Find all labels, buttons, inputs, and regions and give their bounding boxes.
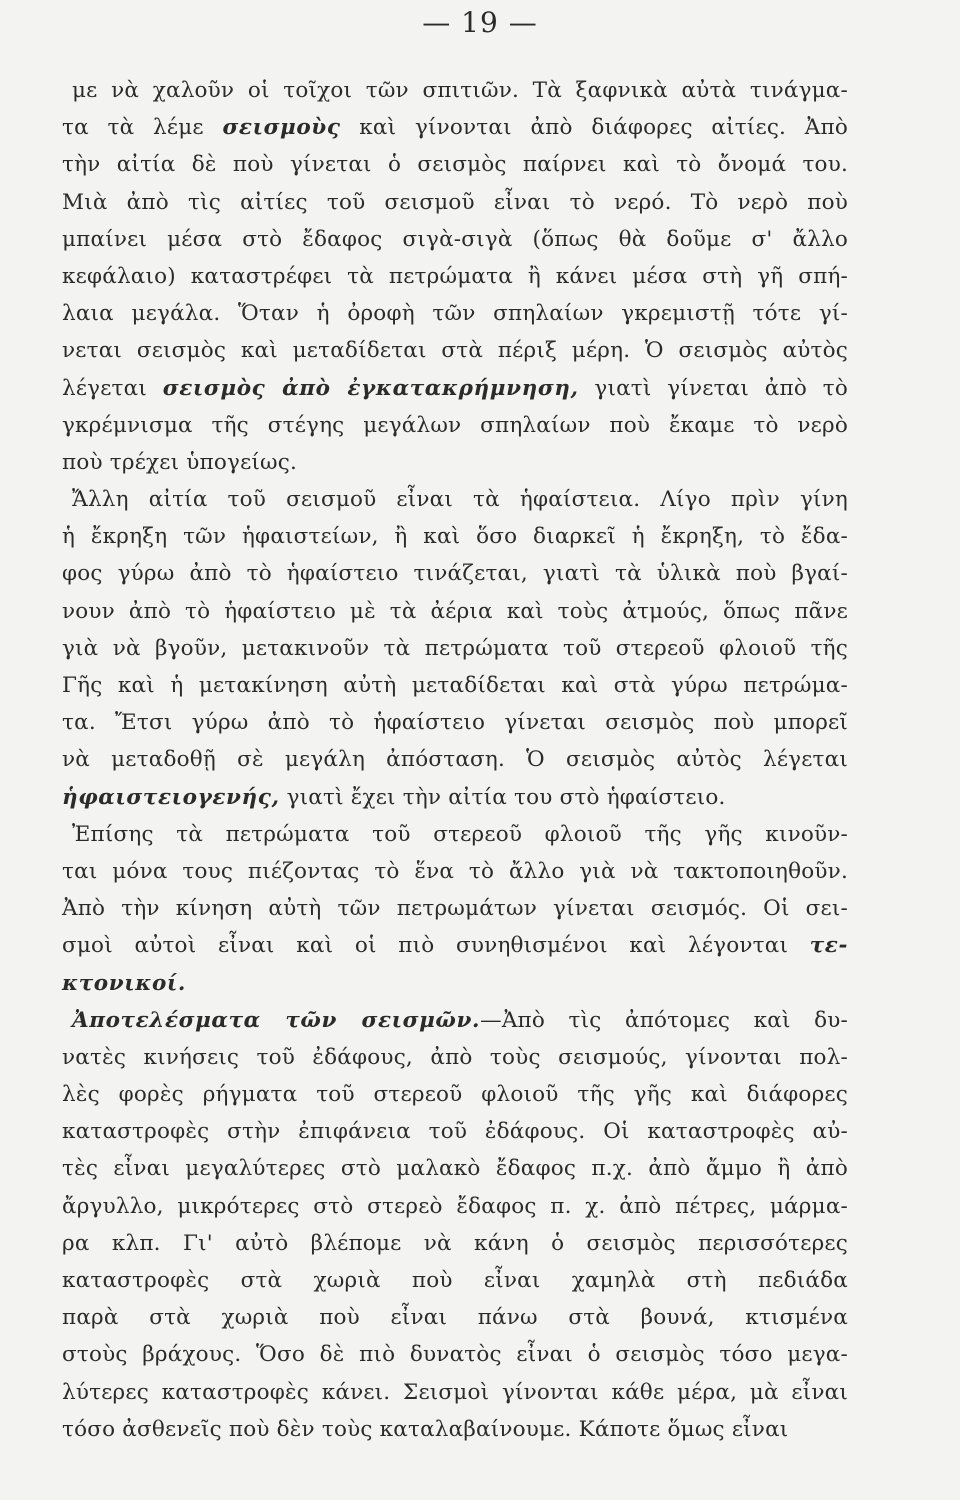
text-run: Μιὰ ἀπὸ τὶς αἰτίες τοῦ σεισμοῦ εἶναι τὸ νερό. Τὸ νερὸ ποὺ	[62, 189, 848, 215]
text-line	[62, 890, 848, 927]
text-line	[62, 518, 848, 555]
text-run: νὰ μεταδοθῇ σὲ μεγάλη ἀπόσταση. Ὁ σεισμὸς αὐτὸς λέγεται	[62, 747, 848, 773]
text-line	[62, 816, 848, 853]
text-line	[62, 72, 848, 109]
text-line	[62, 1262, 848, 1299]
text-run: μπαίνει μέσα στὸ ἔδαφος σιγὰ-σιγὰ (ὅπως θὰ δοῦμε σ' ἄλλο	[62, 226, 848, 252]
text-line	[62, 667, 848, 704]
text-run: ρα κλπ. Γι' αὐτὸ βλέπομε νὰ κάνη ὁ σεισμὸς περισσότερες	[62, 1230, 848, 1256]
text-line	[62, 258, 848, 295]
text-run: ἡ ἔκρηξη τῶν ἡφαιστείων, ἢ καὶ ὅσο διαρκεῖ ἡ ἔκρηξη, τὸ ἔδα-	[62, 524, 848, 550]
text-line	[62, 927, 848, 964]
text-run: στοὺς βράχους. Ὅσο δὲ πιὸ δυνατὸς εἶναι ὁ σεισμὸς τόσο μεγα-	[62, 1342, 848, 1368]
bold-term: τε-	[809, 933, 848, 959]
text-run: Ἀπὸ τὴν κίνηση αὐτὴ τῶν πετρωμάτων γίνεται σεισμός. Οἱ σει-	[62, 896, 848, 922]
text-line	[62, 370, 848, 407]
text-run: λέγεται	[62, 375, 163, 401]
text-run: ἄργυλλο, μικρότερες στὸ στερεὸ ἔδαφος π. χ. ἀπὸ πέτρες, μάρμα-	[62, 1193, 848, 1219]
text-line	[62, 109, 848, 146]
text-run: με νὰ χαλοῦν οἱ τοῖχοι τῶν σπιτιῶν. Τὰ ξαφνικὰ αὐτὰ τινάγμα-	[72, 78, 848, 103]
text-run: ποὺ τρέχει ὑπογείως.	[62, 449, 298, 475]
text-line	[62, 407, 848, 444]
text-run: ται μόνα τους πιέζοντας τὸ ἕνα τὸ ἄλλο γιὰ νὰ τακτοποιηθοῦν.	[62, 858, 848, 884]
text-line	[62, 1374, 848, 1411]
text-run: γκρέμνισμα τῆς στέγης μεγάλων σπηλαίων ποὺ ἔκαμε τὸ νερὸ	[62, 412, 848, 438]
bold-term: σεισμὸς ἀπὸ ἐγκατακρήμνηση,	[162, 375, 579, 401]
text-line	[62, 704, 848, 741]
text-line	[62, 146, 848, 183]
text-line	[62, 184, 848, 221]
text-run: καταστροφὲς στὴν ἐπιφάνεια τοῦ ἐδάφους. Οἱ καταστροφὲς αὐ-	[62, 1119, 848, 1145]
text-run: λύτερες καταστροφὲς κάνει. Σεισμοὶ γίνονται κάθε μέρα, μὰ εἶναι	[62, 1379, 848, 1405]
text-line	[62, 779, 848, 816]
text-run: τόσο ἀσθενεῖς ποὺ δὲν τοὺς καταλαβαίνουμε. Κάποτε ὅμως εἶναι	[62, 1416, 789, 1442]
body-text	[62, 72, 848, 1448]
text-line	[62, 1299, 848, 1336]
text-run: τα. Ἔτσι γύρω ἀπὸ τὸ ἡφαίστειο γίνεται σεισμὸς ποὺ μπορεῖ	[62, 710, 848, 736]
text-run: —Ἀπὸ τὶς ἀπότομες καὶ δυ-	[480, 1007, 849, 1033]
text-line	[62, 853, 848, 890]
text-line	[62, 1002, 848, 1039]
text-run: γιατὶ ἔχει τὴν αἰτία του στὸ ἡφαίστειο.	[279, 784, 726, 810]
text-line	[62, 444, 848, 481]
text-line	[62, 332, 848, 369]
bold-term: σεισμοὺς	[222, 115, 341, 141]
text-run: γιὰ νὰ βγοῦν, μετακινοῦν τὰ πετρώματα τοῦ στερεοῦ φλοιοῦ τῆς	[62, 635, 848, 661]
text-line	[62, 481, 848, 518]
text-run: σμοὶ αὐτοὶ εἶναι καὶ οἱ πιὸ συνηθισμένοι καὶ λέγονται	[62, 933, 810, 959]
text-run: νατὲς κινήσεις τοῦ ἐδάφους, ἀπὸ τοὺς σεισμούς, γίνονται πολ-	[62, 1044, 848, 1070]
text-run: νεται σεισμὸς καὶ μεταδίδεται στὰ πέριξ μέρη. Ὁ σεισμὸς αὐτὸς	[62, 338, 848, 364]
bold-term: κτονικοί.	[62, 970, 186, 996]
text-line	[62, 1411, 848, 1448]
text-run: Γῆς καὶ ἡ μετακίνηση αὐτὴ μεταδίδεται καὶ στὰ γύρω πετρώμα-	[62, 673, 848, 698]
text-run: τα τὰ λέμε	[62, 115, 223, 141]
text-line	[62, 1188, 848, 1225]
text-run: κεφάλαιο) καταστρέφει τὰ πετρώματα ἢ κάνει μέσα στὴ γῆ σπή-	[62, 263, 848, 289]
text-run: παρὰ στὰ χωριὰ ποὺ εἶναι πάνω στὰ βουνά, κτισμένα	[62, 1305, 848, 1331]
bold-term: Ἀποτελέσματα τῶν σεισμῶν.	[72, 1007, 481, 1033]
text-line	[62, 741, 848, 778]
text-run: τὲς εἶναι μεγαλύτερες στὸ μαλακὸ ἔδαφος π.χ. ἀπὸ ἄμμο ἢ ἀπὸ	[62, 1156, 848, 1182]
text-line	[62, 295, 848, 332]
page-number: — 19 —	[422, 6, 538, 39]
bold-term: ἡφαιστειογενής,	[62, 784, 280, 810]
text-line	[62, 1150, 848, 1187]
text-line	[62, 555, 848, 592]
text-run: λὲς φορὲς ρήγματα τοῦ στερεοῦ φλοιοῦ τῆς γῆς καὶ διάφορες	[62, 1082, 848, 1108]
text-line	[62, 1039, 848, 1076]
text-line	[62, 630, 848, 667]
text-run: γιατὶ γίνεται ἀπὸ τὸ	[578, 375, 849, 401]
text-run: τὴν αἰτία δὲ ποὺ γίνεται ὁ σεισμὸς παίρνει καὶ τὸ ὄνομά του.	[62, 152, 848, 178]
text-line	[62, 1076, 848, 1113]
text-run: καὶ γίνονται ἀπὸ διάφορες αἰτίες. Ἀπὸ	[340, 115, 849, 141]
text-run: Ἐπίσης τὰ πετρώματα τοῦ στερεοῦ φλοιοῦ τῆς γῆς κινοῦν-	[72, 821, 848, 847]
text-line	[62, 1336, 848, 1373]
text-line	[62, 1113, 848, 1150]
text-run: φος γύρω ἀπὸ τὸ ἡφαίστειο τινάζεται, γιατὶ τὰ ὑλικὰ ποὺ βγαί-	[62, 561, 848, 587]
text-line	[62, 965, 848, 1002]
text-run: νουν ἀπὸ τὸ ἡφαίστειο μὲ τὰ ἀέρια καὶ τοὺς ἀτμούς, ὅπως πᾶνε	[62, 598, 848, 624]
text-line	[62, 1225, 848, 1262]
text-run: Ἄλλη αἰτία τοῦ σεισμοῦ εἶναι τὰ ἡφαίστεια. Λίγο πρὶν γίνη	[72, 487, 848, 513]
text-line	[62, 221, 848, 258]
text-run: καταστροφὲς στὰ χωριὰ ποὺ εἶναι χαμηλὰ στὴ πεδιάδα	[62, 1268, 848, 1293]
text-line	[62, 593, 848, 630]
text-run: λαια μεγάλα. Ὅταν ἡ ὀροφὴ τῶν σπηλαίων γκρεμιστῇ τότε γί-	[62, 301, 848, 327]
